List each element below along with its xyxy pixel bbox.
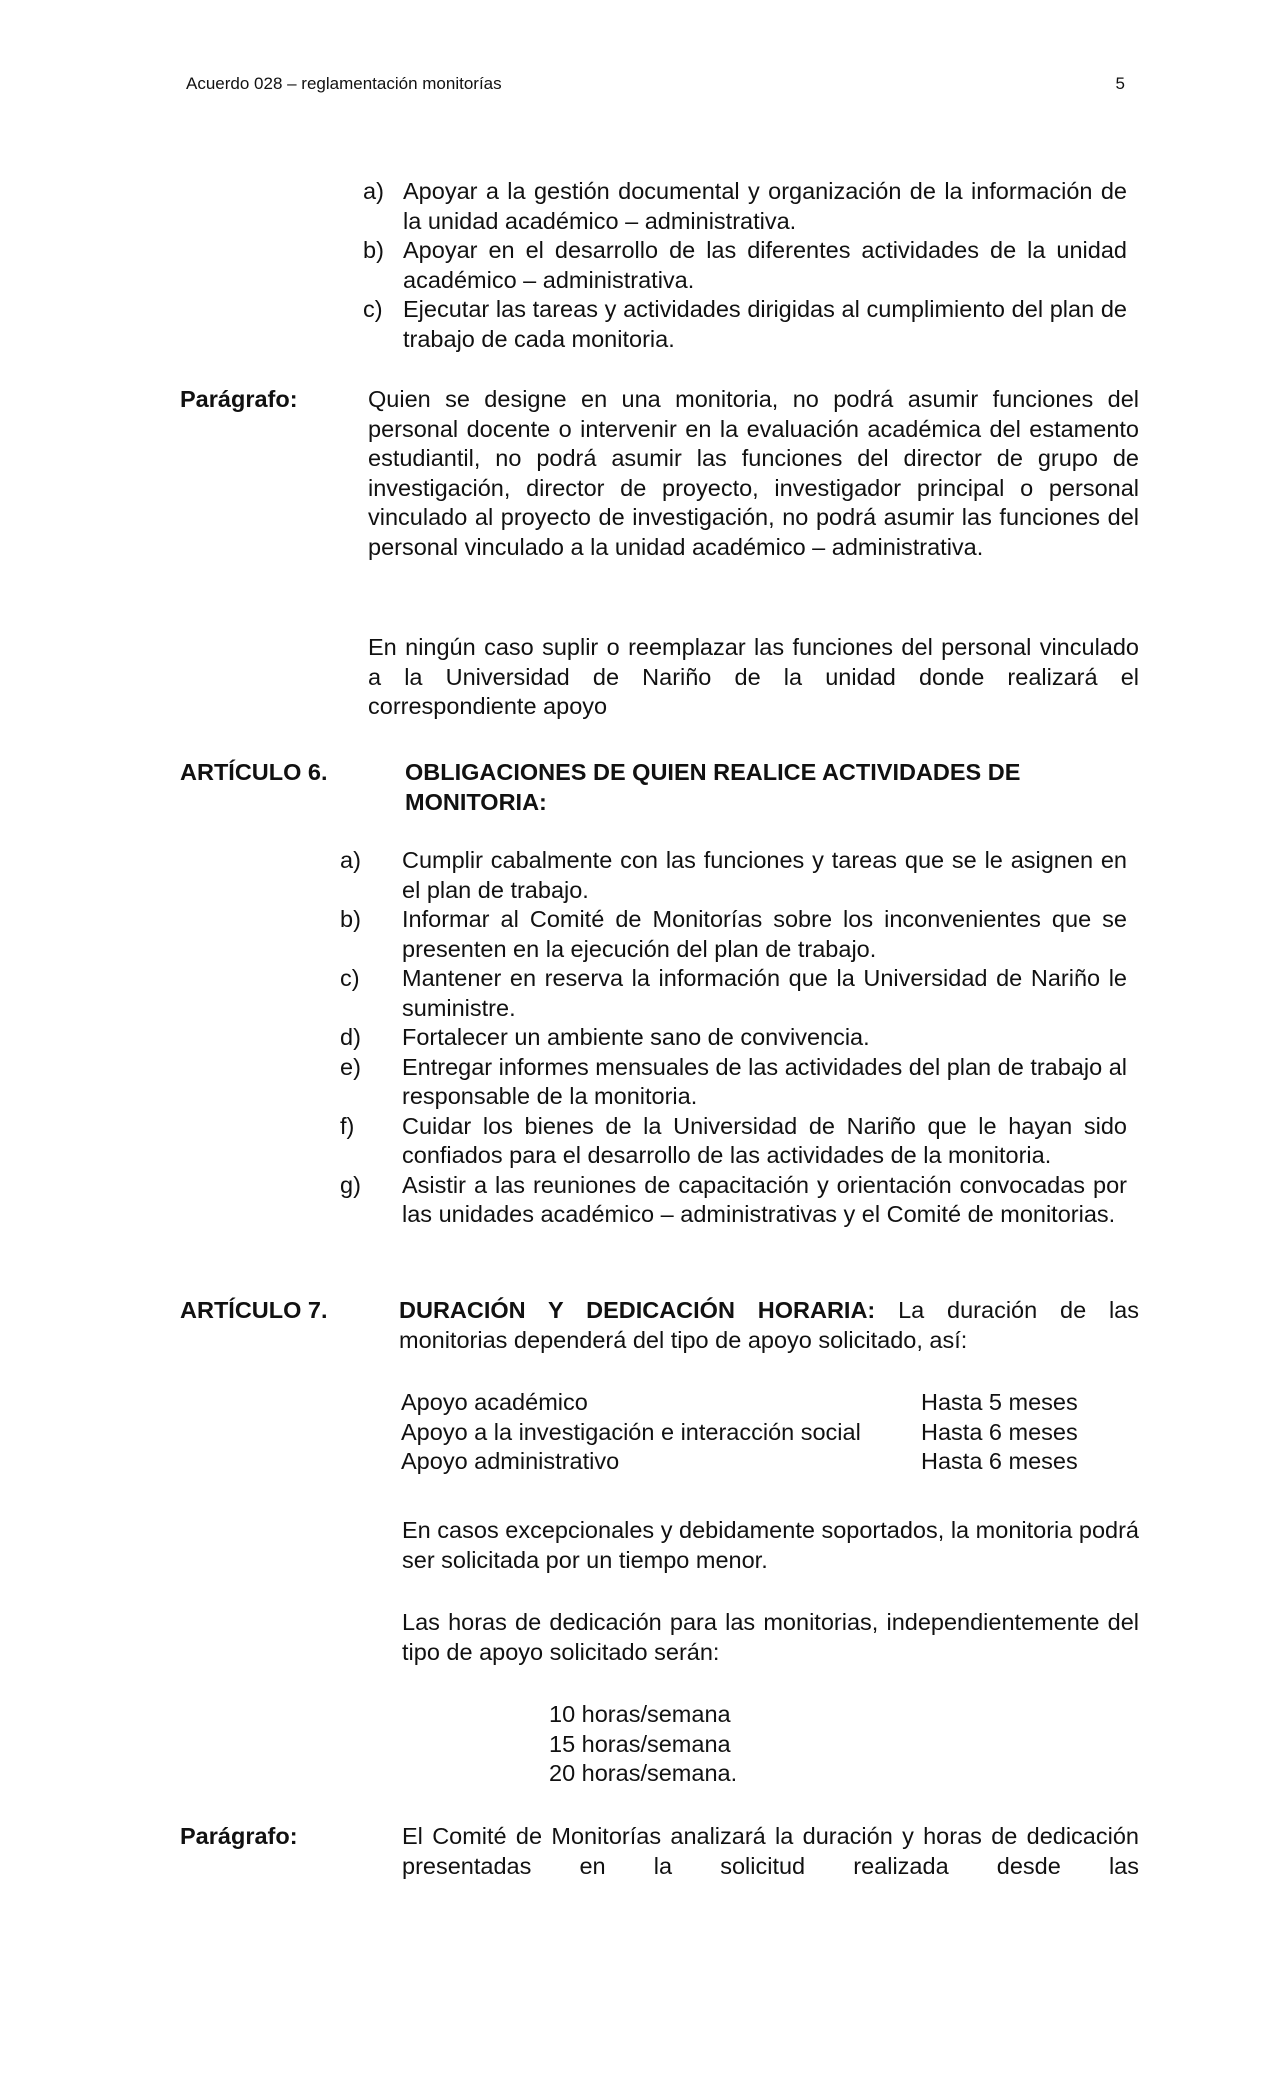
paragrafo-2-text: El Comité de Monitorías analizará la duración y horas de dedicación presentadas en la solicitud realizada desde las — [402, 1823, 1139, 1879]
duration-table — [401, 1388, 1101, 1477]
list-item — [340, 964, 1127, 1023]
list-item-text: Asistir a las reuniones de capacitación y orientación convocadas por las unidades académico – administrativas y el Comité de monitorias. — [402, 1171, 1127, 1227]
list-item-text: Cuidar los bienes de la Universidad de Nariño que le hayan sido confiados para el desarrollo de las actividades de la monitoria. — [402, 1112, 1127, 1168]
list-item — [363, 295, 1127, 354]
support-type: Apoyo académico — [401, 1389, 588, 1415]
paragrafo-text: Quien se designe en una monitoria, no podrá asumir funciones del personal docente o intervenir en la evaluación académica del estamento estudiantil, no podrá asumir las funciones del director de grupo de investigación, director de proyecto, investigador principal o personal vinculado al proyecto de investigación, no podrá asumir las funciones del personal vinculado a la unidad académico – administrativa. — [368, 386, 1139, 560]
list-item — [340, 1112, 1127, 1171]
article-7-label: ARTÍCULO 7. — [180, 1297, 328, 1323]
list-item — [363, 236, 1127, 295]
list-item — [340, 1023, 1127, 1053]
header-title: Acuerdo 028 – reglamentación monitorías — [186, 74, 502, 93]
article-6-label: ARTÍCULO 6. — [180, 759, 328, 785]
list-marker: a) — [340, 847, 361, 873]
page-number: 5 — [1115, 74, 1125, 93]
list-item-text: Apoyar en el desarrollo de las diferentes actividades de la unidad académico – administrativa. — [403, 237, 1127, 293]
table-row — [401, 1447, 1101, 1477]
list-marker: b) — [340, 906, 361, 932]
list-item-text: Apoyar a la gestión documental y organización de la información de la unidad académico – administrativa. — [403, 178, 1127, 234]
article-7-intro: La duración de las monitorias dependerá del tipo de apoyo solicitado, así: — [399, 1297, 1139, 1353]
list-item-text: Entregar informes mensuales de las actividades del plan de trabajo al responsable de la monitoria. — [402, 1053, 1128, 1109]
list-marker: f) — [340, 1112, 355, 1139]
list-item — [340, 1053, 1127, 1112]
list-item-text: Fortalecer un ambiente sano de convivencia. — [402, 1024, 870, 1050]
functions-list — [363, 177, 1127, 354]
article-7-body — [399, 1296, 1139, 1355]
table-row — [401, 1388, 1101, 1418]
list-marker: b) — [363, 237, 384, 263]
list-item — [340, 1171, 1127, 1230]
list-item-text: Informar al Comité de Monitorías sobre los inconvenientes que se presenten en la ejecución del plan de trabajo. — [402, 906, 1127, 962]
list-marker: d) — [340, 1024, 361, 1050]
list-item — [340, 905, 1127, 964]
hours-option: 10 horas/semana — [549, 1701, 731, 1727]
list-item-text: Cumplir cabalmente con las funciones y tareas que se le asignen en el plan de trabajo. — [402, 847, 1127, 903]
hours-option: 15 horas/semana — [549, 1730, 731, 1757]
max-duration: Hasta 5 meses — [921, 1389, 1078, 1415]
max-duration: Hasta 6 meses — [921, 1418, 1078, 1445]
list-marker: c) — [363, 296, 383, 322]
table-row — [401, 1418, 1101, 1448]
support-type: Apoyo a la investigación e interacción social — [401, 1418, 861, 1445]
list-marker: e) — [340, 1053, 361, 1080]
list-marker: g) — [340, 1171, 361, 1198]
article-6-title: OBLIGACIONES DE QUIEN REALICE ACTIVIDADES DE MONITORIA: — [405, 759, 1021, 815]
article-7-title: DURACIÓN Y DEDICACIÓN HORARIA: — [399, 1297, 876, 1323]
list-item-text: Ejecutar las tareas y actividades dirigidas al cumplimiento del plan de trabajo de cada monitoria. — [403, 296, 1127, 352]
exception-text: En casos excepcionales y debidamente soportados, la monitoria podrá ser solicitada por un tiempo menor. — [402, 1517, 1139, 1573]
list-item-text: Mantener en reserva la información que la Universidad de Nariño le suministre. — [402, 965, 1127, 1021]
list-item — [340, 846, 1127, 905]
paragrafo-label: Parágrafo: — [180, 386, 298, 412]
hours-intro-text: Las horas de dedicación para las monitorias, independientemente del tipo de apoyo solicitado serán: — [402, 1609, 1139, 1665]
list-item — [363, 177, 1127, 236]
list-marker: c) — [340, 965, 360, 991]
paragrafo-text-2: En ningún caso suplir o reemplazar las funciones del personal vinculado a la Universidad de Nariño de la unidad donde realizará el correspondiente apoyo — [368, 634, 1139, 719]
paragrafo-label-2: Parágrafo: — [180, 1823, 298, 1849]
hours-option: 20 horas/semana. — [549, 1760, 738, 1786]
max-duration: Hasta 6 meses — [921, 1448, 1078, 1474]
list-marker: a) — [363, 178, 384, 204]
obligations-list — [340, 846, 1127, 1230]
support-type: Apoyo administrativo — [401, 1448, 620, 1474]
hours-list — [549, 1700, 737, 1789]
